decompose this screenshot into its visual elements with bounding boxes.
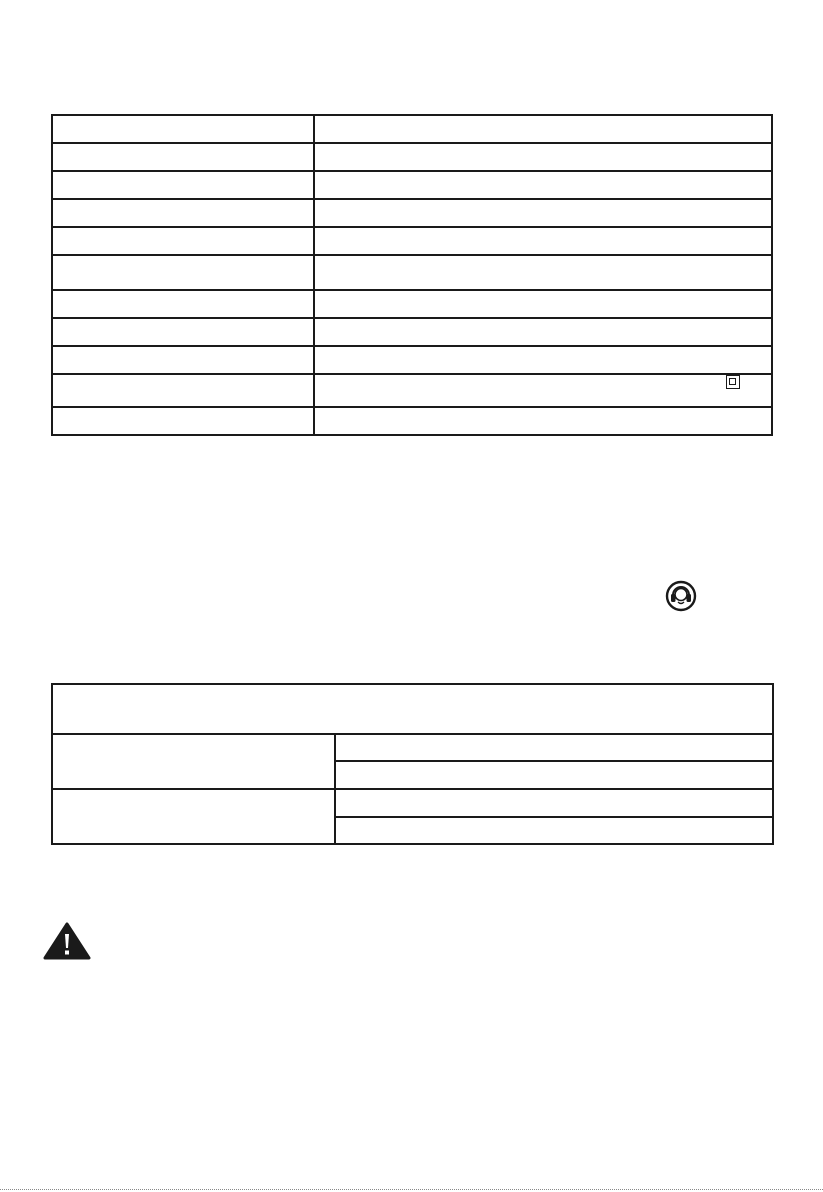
table-row [52, 407, 772, 435]
spec-label [52, 255, 314, 290]
noise-value [335, 817, 773, 844]
spec-value [314, 346, 772, 374]
spec-value [314, 255, 772, 290]
table-row [52, 789, 773, 817]
noise-table-header [52, 684, 773, 734]
spec-label [52, 227, 314, 255]
noise-value [335, 761, 773, 789]
table-row [52, 255, 772, 290]
table-row [52, 734, 773, 761]
spec-label [52, 115, 314, 143]
table-row [52, 171, 772, 199]
noise-value [335, 789, 773, 817]
noise-group-label [52, 789, 335, 844]
spec-label [52, 318, 314, 346]
spec-label [52, 290, 314, 318]
table-row [52, 290, 772, 318]
table-row [52, 684, 773, 734]
spec-value [314, 115, 772, 143]
spec-value [314, 199, 772, 227]
spec-table [51, 114, 773, 436]
table-row [52, 346, 772, 374]
spec-label [52, 407, 314, 435]
spec-value [314, 407, 772, 435]
spec-value [314, 318, 772, 346]
table-row [52, 374, 772, 407]
spec-value [314, 227, 772, 255]
table-row [52, 318, 772, 346]
spec-value [314, 290, 772, 318]
spec-value [314, 171, 772, 199]
noise-value [335, 734, 773, 761]
spec-label [52, 346, 314, 374]
spec-label [52, 199, 314, 227]
table-row [52, 199, 772, 227]
spec-label [52, 171, 314, 199]
warning-icon [42, 921, 92, 961]
spec-label [52, 374, 314, 407]
ear-protection-icon [665, 580, 697, 612]
noise-table [51, 683, 774, 845]
table-row [52, 227, 772, 255]
page-bottom-rule [0, 1189, 823, 1190]
double-insulation-icon [726, 375, 740, 389]
spec-value [314, 374, 772, 407]
spec-value [314, 143, 772, 171]
table-row [52, 143, 772, 171]
spec-label [52, 143, 314, 171]
noise-group-label [52, 734, 335, 789]
table-row [52, 115, 772, 143]
